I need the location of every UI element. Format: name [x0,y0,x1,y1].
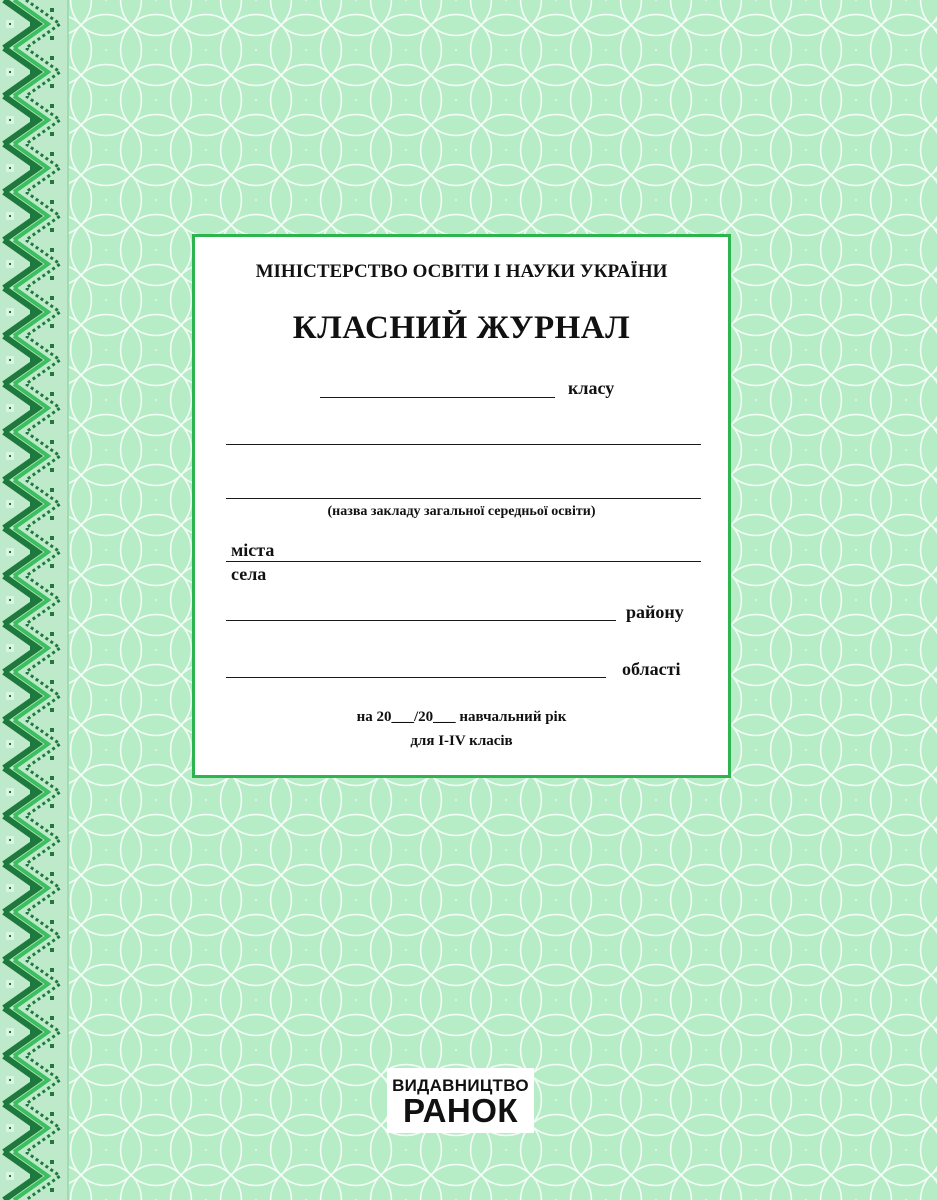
ministry-heading: МІНІСТЕРСТВО ОСВІТИ І НАУКИ УКРАЇНИ [255,261,668,282]
city-label: міста [231,540,275,560]
class-blank-line [320,397,555,398]
settlement-blank-line [226,561,701,562]
journal-title: КЛАСНИЙ ЖУРНАЛ [292,310,631,346]
school-name-caption: (назва закладу загальної середньої освіти) [327,504,596,519]
district-label: району [626,602,684,622]
academic-year-line: на 20___/20___ навчальний рік [356,709,567,725]
class-label: класу [568,378,615,398]
region-label: області [622,659,681,679]
publisher-name: РАНОК [402,1092,519,1129]
region-blank-line [226,677,606,678]
cover-title-box [192,234,731,778]
district-blank-line [226,620,616,621]
publisher-logo [387,1068,534,1133]
embroidery-ornament-strip [0,0,70,1200]
publisher-label: ВИДАВНИЦТВО [392,1076,529,1095]
ornament-fill [0,0,68,1200]
school-name-line-1 [226,444,701,445]
village-label: села [231,564,267,584]
school-name-line-2 [226,498,701,499]
grades-line: для І-ІV класів [410,733,513,749]
